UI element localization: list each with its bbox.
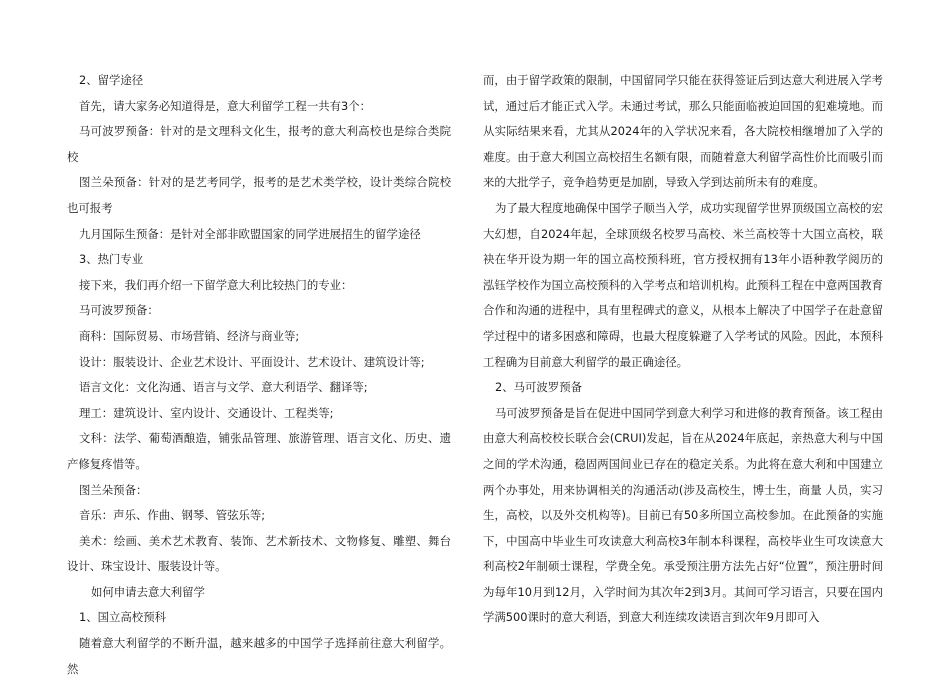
paragraph: 2、留学途径	[79, 73, 144, 87]
paragraph: 九月国际生预备：是针对全部非欧盟国家的同学进展招生的留学途径	[79, 226, 421, 241]
paragraph: 文科：法学、葡萄酒酿造，铺张品管理、旅游管理、语言文化、历史、遗产修复疼惜等。	[67, 431, 451, 471]
paragraph: 音乐：声乐、作曲、钢琴、管弦乐等;	[79, 508, 266, 523]
left-column	[67, 68, 451, 682]
paragraph: 2、马可波罗预备	[495, 380, 582, 395]
paragraph: 1、国立高校预科	[79, 610, 166, 625]
right-column	[483, 68, 883, 631]
paragraph: 如何申请去意大利留学	[91, 584, 205, 599]
paragraph: 理工：建筑设计、室内设计、交通设计、工程类等;	[79, 405, 334, 420]
paragraph: 马可波罗预备是旨在促进中国同学到意大利学习和进修的教育预备。该工程由由意大利高校校长联合会(CRUI)发起，旨在从2024年底起，亲热意大利与中国之间的学术沟通，稳固两国间业已存在的稳定关系。为此将在意大利和中国建立两个办事处，用来协调相关的沟通活动(涉及高校生，博士生，商量 人员，实习生，高校，以及外交机构等)。目前已有50多所国立高校参加。在此预备的实施下，中国高中毕业生可攻读意大利高校3年制本科课程，高校毕业生可攻读意大利高校2年制硕士课程，学费全免。承受预注册方法先占好“位置”，预注册时间为每年10月到12月，入学时间为其次年2到3月。其间可学习语言，只要在国内学满500课时的意大利语，到意大利连续攻读语言到次年9月即可入	[483, 405, 883, 625]
paragraph: 语言文化：文化沟通、语言与文学、意大利语学、翻译等;	[79, 380, 368, 395]
paragraph: 商科：国际贸易、市场营销、经济与商业等;	[79, 328, 300, 343]
paragraph: 图兰朵预备：	[79, 482, 148, 497]
paragraph: 马可波罗预备：	[79, 303, 159, 318]
paragraph: 首先，请大家务必知道得是，意大利留学工程一共有3个：	[79, 98, 372, 113]
paragraph: 美术：绘画、美术艺术教育、装饰、艺术新技术、文物修复、雕塑、舞台设计、珠宝设计、服装设计等。	[67, 533, 451, 574]
paragraph: 为了最大程度地确保中国学子顺当入学，成功实现留学世界顶级国立高校的宏大幻想，自2024年起，全球顶级名校罗马高校、米兰高校等十大国立高校，联袂在华开设为期一年的国立高校预科班，官方授权拥有13年小语种教学阅历的泓钰学校作为国立高校预科的入学考点和培训机构。此预科工程在中意两国教育合作和沟通的进程中，具有里程碑式的意义，从根本上解决了中国学子在赴意留学过程中的诸多困惑和障碍，也最大程度躲避了入学考试的风险。因此，本预科工程确为目前意大利留学的最正确途径。	[483, 200, 883, 369]
paragraph: 随着意大利留学的不断升温，越来越多的中国学子选择前往意大利留学。然	[67, 636, 451, 676]
paragraph: 接下来，我们再介绍一下留学意大利比较热门的专业：	[79, 277, 353, 292]
paragraph: 设计：服装设计、企业艺术设计、平面设计、艺术设计、建筑设计等;	[79, 354, 425, 369]
paragraph: 马可波罗预备：针对的是文理科文化生，报考的意大利高校也是综合类院校	[67, 124, 451, 164]
paragraph: 3、热门专业	[79, 252, 144, 267]
paragraph: 而，由于留学政策的限制，中国留同学只能在获得签证后到达意大利进展入学考试，通过后才能正式入学。未通过考试，那么只能面临被迫回国的犯难境地。而从实际结果来看，尤其从2024年的入学状况来看，各大院校相继增加了入学的难度。由于意大利国立高校招生名额有限，而随着意大利留学高性价比而吸引而来的大批学子，竞争趋势更是加剧，导致入学到达前所未有的难度。	[483, 73, 883, 190]
paragraph: 图兰朵预备：针对的是艺考同学，报考的是艺术类学校，设计类综合院校也可报考	[67, 175, 451, 215]
